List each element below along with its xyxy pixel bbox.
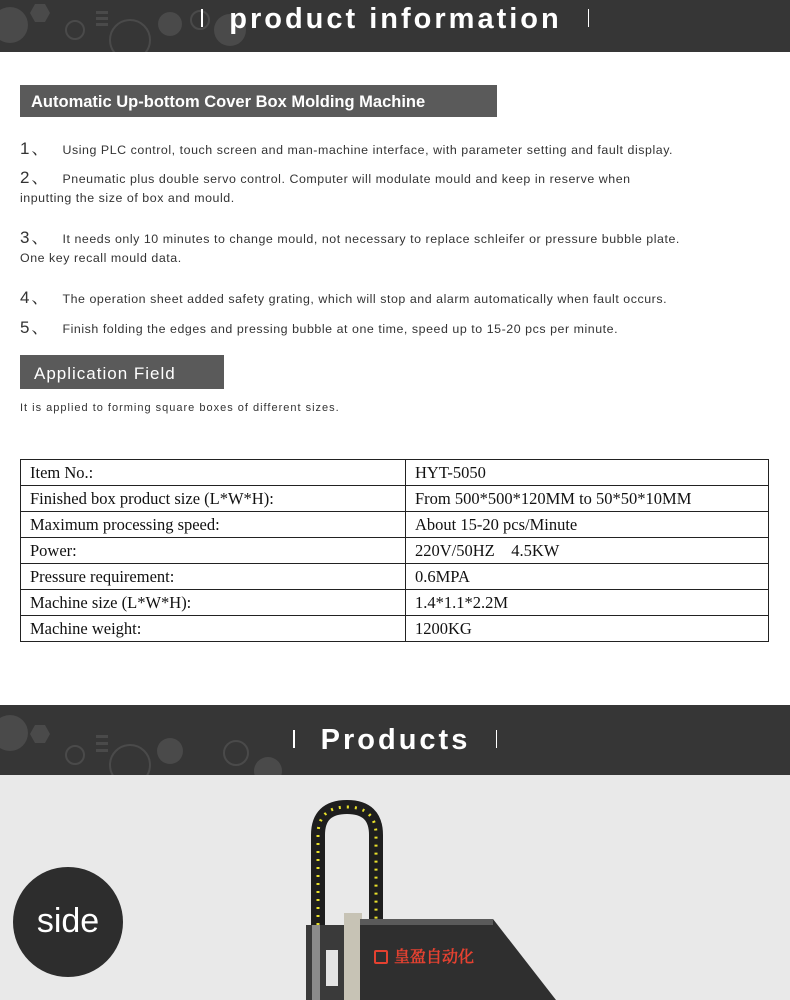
products-title: Products bbox=[0, 723, 790, 757]
table-row bbox=[21, 460, 769, 486]
table-row bbox=[21, 564, 769, 590]
side-badge: side bbox=[13, 867, 123, 977]
product-photo bbox=[0, 775, 790, 1000]
spec-label: Power: bbox=[21, 538, 406, 564]
spec-label: Maximum processing speed: bbox=[21, 512, 406, 538]
spec-label: Finished box product size (L*W*H): bbox=[21, 486, 406, 512]
spec-value: About 15-20 pcs/Minute bbox=[406, 512, 769, 538]
title-divider bbox=[201, 9, 203, 27]
products-banner bbox=[0, 705, 790, 775]
feature-item-3: 3 、 It needs only 10 minutes to change mould, not necessary to replace schleifer or pressure bubble plate. bbox=[20, 228, 680, 247]
table-row bbox=[21, 486, 769, 512]
application-text: It is applied to forming square boxes of different sizes. bbox=[20, 402, 340, 414]
spec-table bbox=[20, 459, 769, 642]
title-divider bbox=[496, 730, 497, 748]
brand-label: 皇盈自动化 bbox=[374, 947, 534, 969]
application-field-label: Application Field bbox=[20, 355, 224, 389]
machine-name-label: Automatic Up-bottom Cover Box Molding Machine bbox=[20, 85, 497, 117]
feature-item-5: 5 、 Finish folding the edges and pressing bubble at one time, speed up to 15-20 pcs per minute. bbox=[20, 318, 619, 337]
feature-item-3-cont: One key recall mould data. bbox=[20, 251, 182, 265]
feature-item-2-cont: inputting the size of box and mould. bbox=[20, 191, 235, 205]
feature-number: 2 、 bbox=[20, 168, 49, 187]
spec-label: Pressure requirement: bbox=[21, 564, 406, 590]
spec-value: 220V/50HZ 4.5KW bbox=[406, 538, 769, 564]
spec-value: From 500*500*120MM to 50*50*10MM bbox=[406, 486, 769, 512]
spec-value: 0.6MPA bbox=[406, 564, 769, 590]
logo-icon bbox=[374, 950, 388, 964]
feature-number: 5 、 bbox=[20, 318, 49, 337]
feature-number: 4 、 bbox=[20, 288, 49, 307]
feature-item-4: 4 、 The operation sheet added safety grating, which will stop and alarm automatically when fault occurs. bbox=[20, 288, 668, 307]
title-divider bbox=[293, 730, 295, 748]
spec-value: HYT-5050 bbox=[406, 460, 769, 486]
table-row bbox=[21, 512, 769, 538]
feature-item-2: 2 、 Pneumatic plus double servo control. Computer will modulate mould and keep in reserve when bbox=[20, 168, 631, 187]
spec-value: 1200KG bbox=[406, 616, 769, 642]
table-row bbox=[21, 616, 769, 642]
feature-number: 1 、 bbox=[20, 139, 49, 158]
spec-value: 1.4*1.1*2.2M bbox=[406, 590, 769, 616]
feature-number: 3 、 bbox=[20, 228, 49, 247]
header-banner bbox=[0, 0, 790, 52]
spec-label: Machine weight: bbox=[21, 616, 406, 642]
spec-label: Machine size (L*W*H): bbox=[21, 590, 406, 616]
page-title: product information bbox=[0, 2, 790, 36]
spec-label: Item No.: bbox=[21, 460, 406, 486]
title-divider bbox=[588, 9, 589, 27]
table-row bbox=[21, 538, 769, 564]
table-row bbox=[21, 590, 769, 616]
feature-item-1: 1 、 Using PLC control, touch screen and man-machine interface, with parameter setting and fault display. bbox=[20, 139, 674, 158]
